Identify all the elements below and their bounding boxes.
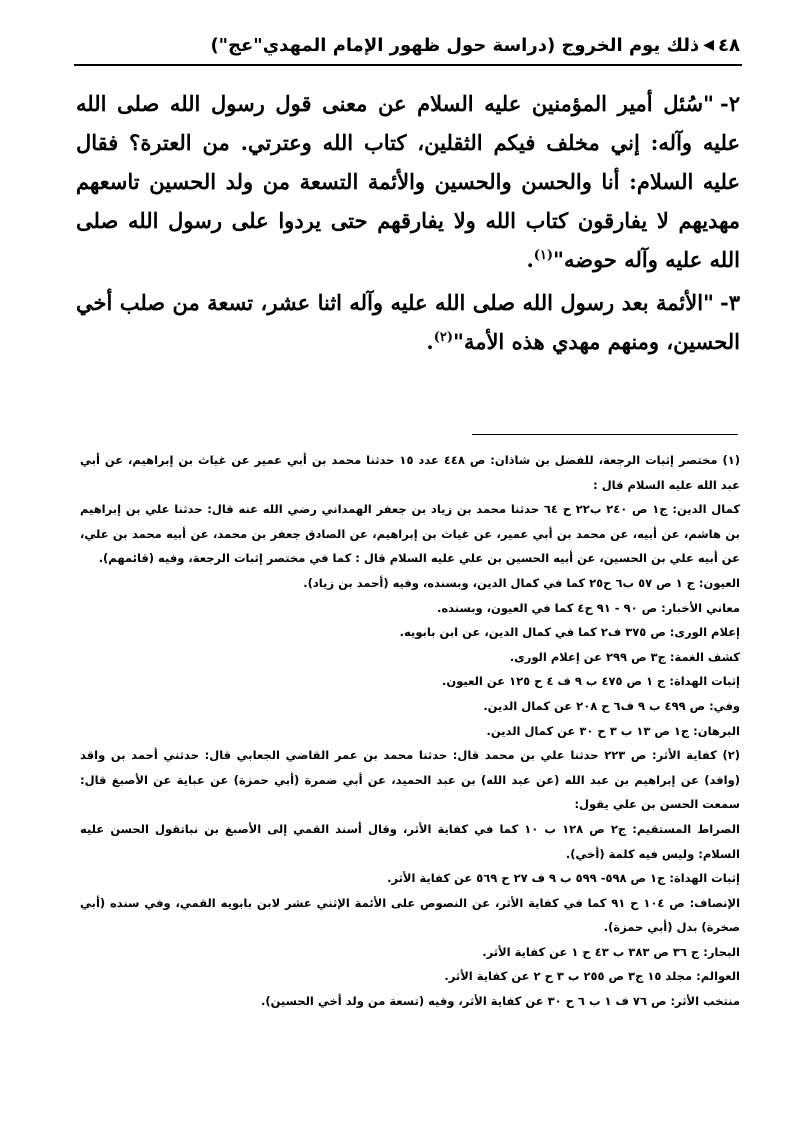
footnote-line: الإنصاف: ص ١٠٤ ح ٩١ كما في كفاية الأثر، عن النصوص على الأئمة الإثني عشر لابن بابويه القمي، وفي سنده (أبي صخرة) بدل (أبي حمزة). xyxy=(80,895,741,935)
footnote-line: (٢) كفاية الأثر: ص ٢٢٣ حدثنا علي بن محمد قال: حدثنا محمد بن عمر القاضي الجعابي قال: حدثني أحمد بن واقد (وافد) عن إبراهيم بن عبد الله (عن عبد الله) بن عبد الحميد، عن أبي ضمرة (أبي حمزة) عن عباية عن الأصبغ قال: سمعت الحسن بن علي يقول: xyxy=(80,748,740,812)
footnote-line: إعلام الورى: ص ٣٧٥ ف٢ كما في كمال الدين، عن ابن بابويه. xyxy=(399,625,740,640)
paragraph-number: ٢- xyxy=(720,91,740,116)
page-header xyxy=(74,28,740,62)
footnote-reference[interactable]: (٢) xyxy=(433,330,453,345)
footnote-line: البرهان: ج١ ص ١٣ ب ٣ ح ٣٠ عن كمال الدين. xyxy=(486,723,740,738)
footnote-line: العيون: ج ١ ص ٥٧ ب٦ ح٢٥ كما في كمال الدين، وبسنده، وفيه (أحمد بن زياد). xyxy=(303,575,740,590)
paragraph-text: "الأئمة بعد رسول الله صلى الله عليه وآله اثنا عشر، تسعة من صلب أخي الحسين، ومنهم مهدي هذه الأمة" xyxy=(76,290,740,354)
page-number: ٤٨ xyxy=(718,34,740,56)
footnote-reference[interactable]: (١) xyxy=(533,248,554,263)
footnote-line: كشف الغمة: ج٣ ص ٢٩٩ عن إعلام الورى. xyxy=(509,649,740,664)
paragraph-number: ٣- xyxy=(720,290,740,315)
footnote-line: (١) مختصر إثبات الرجعة، للفضل بن شاذان: ص ٤٤٨ عدد ١٥ حدثنا محمد بن أبي عمير عن غياث بن إبراهيم، عن أبي عبد الله عليه السلام قال : xyxy=(80,453,741,492)
footnote-line: إثبات الهداة: ج ١ ص ٤٧٥ ب ٩ ف ٤ ح ١٢٥ عن العيون. xyxy=(442,674,740,689)
running-title: ذلك يوم الخروج (دراسة حول ظهور الإمام المهدي"عج") xyxy=(210,34,700,56)
footnote-line: وفي: ص ٤٩٩ ب ٩ ف٦ ح ٢٠٨ عن كمال الدين. xyxy=(483,698,740,713)
footnote-line: الصراط المستقيم: ج٢ ص ١٢٨ ب ١٠ كما في كفاية الأثر، وقال أسند القمي إلى الأصبغ بن نباتقول الحسن عليه السلام: وليس فيه كلمة (أخي). xyxy=(80,821,740,861)
footnote-separator xyxy=(472,434,738,435)
left-arrow-icon: ◀ xyxy=(703,37,715,53)
footnotes xyxy=(80,448,740,1014)
footnote-line: إثبات الهداة: ج١ ص ٥٩٨- ٥٩٩ ب ٩ ف ٢٧ ح ٥٦٩ عن كفاية الأثر. xyxy=(387,871,740,886)
main-text xyxy=(76,84,740,365)
footnote-line: منتخب الأثر: ص ٧٦ ف ١ ب ٦ ح ٣٠ عن كفاية الأثر، وفيه (تسعة من ولد أخي الحسين). xyxy=(260,994,740,1009)
header-rule xyxy=(74,64,742,66)
footnote-line: معاني الأخبار: ص ٩٠ - ٩١ ح٤ كما في العيون، وبسنده. xyxy=(437,600,740,615)
paragraph-text: "سُئل أمير المؤمنين عليه السلام عن معنى قول رسول الله صلى الله عليه وآله: إني مخلف فيكم الثقلين، كتاب الله وعترتي. من العترة؟ فقال عليه السلام: أنا والحسن والحسين والأئمة التسعة من ولد الحسين تاسعهم مهديهم لا يفارقون كتاب الله ولا يفارقهم حتى يردوا على رسول الله صلى الله عليه وآله حوضه" xyxy=(76,91,740,272)
numbered-paragraph: ٣-"الأئمة بعد رسول الله صلى الله عليه وآله اثنا عشر، تسعة من صلب أخي الحسين، ومنهم مهدي هذه الأمة"$^{(٢)}$. xyxy=(76,290,740,354)
footnote-line: البحار: ج ٣٦ ص ٣٨٣ ب ٤٣ ح ١ عن كفاية الأثر. xyxy=(482,944,740,959)
footnote-line: كمال الدين: ج١ ص ٢٤٠ ب٢٢ ح ٦٤ حدثنا محمد بن زياد بن جعفر الهمداني رضي الله عنه قال: حدثنا علي بن إبراهيم بن هاشم، عن أبيه، عن محمد بن أبي عمير، عن غياث بن إبراهيم، عن الصادق جعفر بن محمد، عن أبيه محمد بن علي، عن أبيه علي بن الحسين، عن أبيه الحسين بن علي عليه السلام قال : كما في مختصر إثبات الرجعة، وفيه (قائمهم). xyxy=(80,502,741,566)
footnote-line: العوالم: مجلد ١٥ ج٣ ص ٢٥٥ ب ٣ ح ٢ عن كفاية الأثر. xyxy=(444,969,740,984)
numbered-paragraph: ٢-"سُئل أمير المؤمنين عليه السلام عن معنى قول رسول الله صلى الله عليه وآله: إني مخلف فيكم الثقلين، كتاب الله وعترتي. من العترة؟ فقال عليه السلام: أنا والحسن والحسين والأئمة التسعة من ولد الحسين تاسعهم مهديهم لا يفارقون كتاب الله ولا يفارقهم حتى يردوا على رسول الله صلى الله عليه وآله حوضه"$^{(١)}$. xyxy=(76,91,740,272)
